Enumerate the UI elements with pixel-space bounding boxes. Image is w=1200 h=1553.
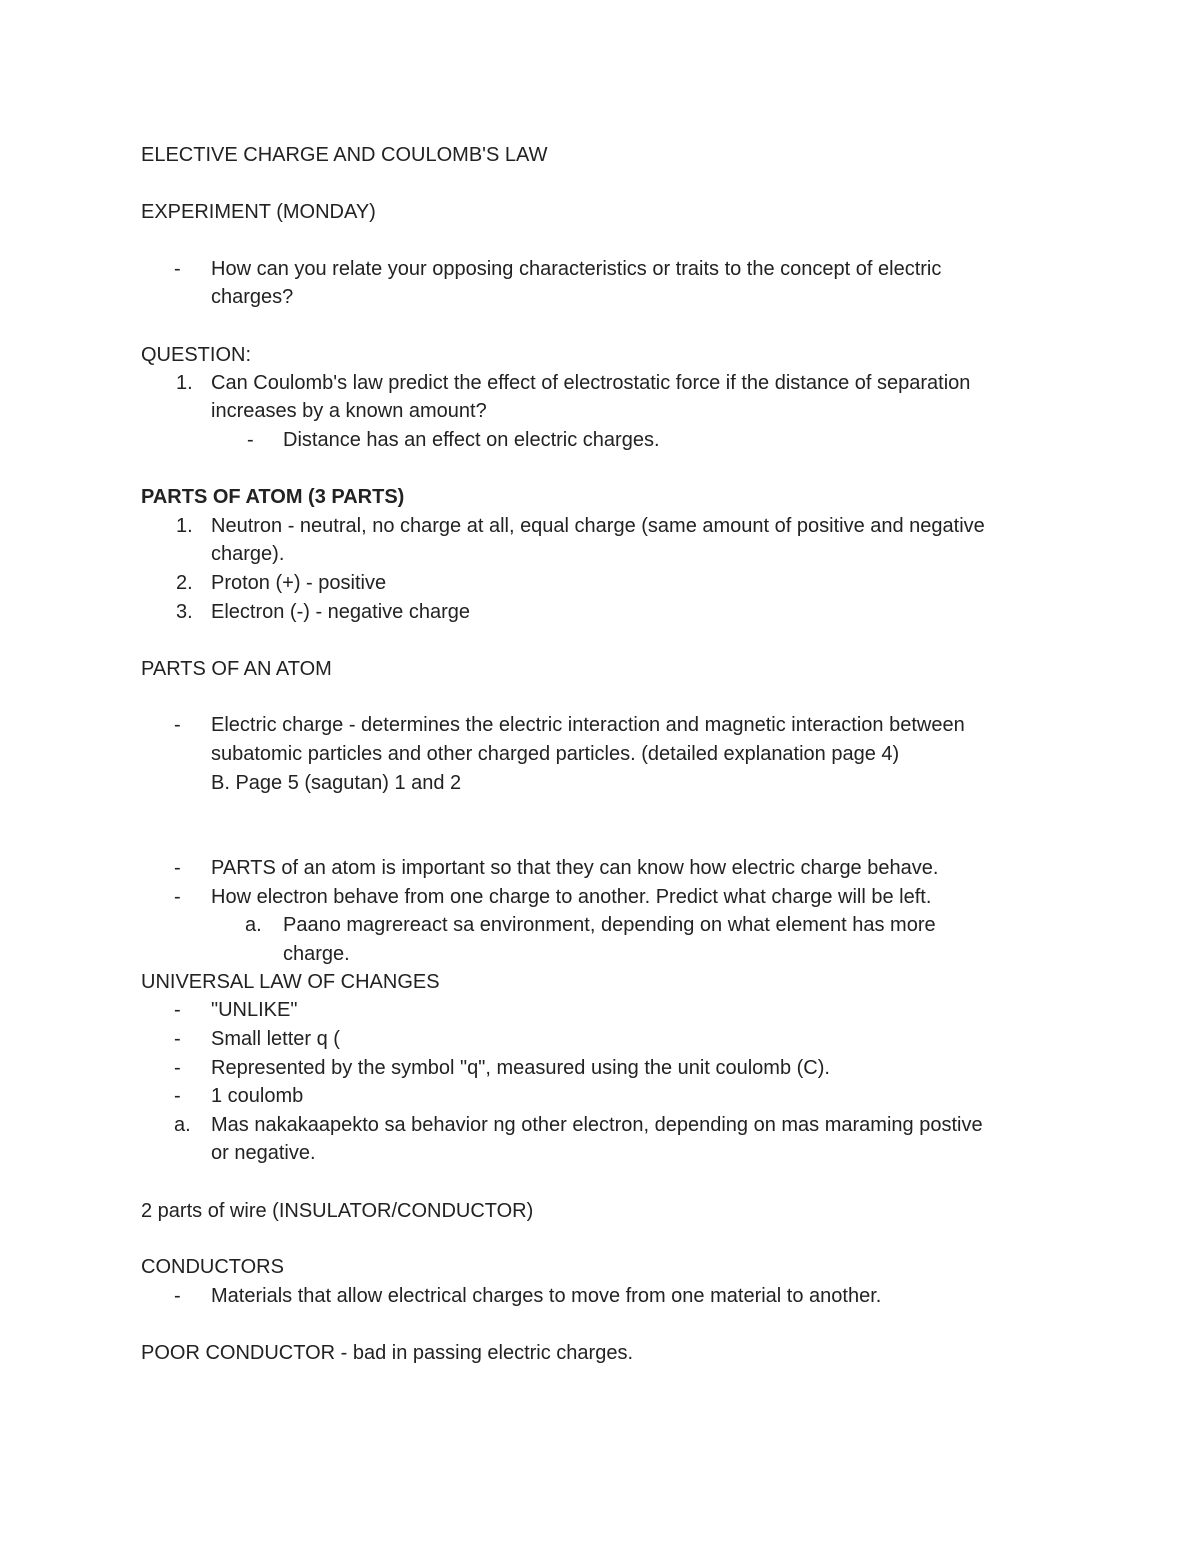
neutron-line-2: charge). xyxy=(211,543,285,565)
bullet-marker: - xyxy=(174,857,181,879)
parts-important-bullet: PARTS of an atom is important so that they can know how electric charge behave. xyxy=(211,857,939,879)
bullet-marker: - xyxy=(174,886,181,908)
question-item-line-2: increases by a known amount? xyxy=(211,400,487,422)
paano-line-1: Paano magrereact sa environment, depending on what element has more xyxy=(283,914,936,936)
conductors-bullet: Materials that allow electrical charges to move from one material to another. xyxy=(211,1285,882,1307)
represented-bullet: Represented by the symbol "q", measured using the unit coulomb (C). xyxy=(211,1057,830,1079)
list-letter: a. xyxy=(245,914,262,936)
question-sub-bullet: Distance has an effect on electric charges. xyxy=(283,429,660,451)
coulomb-bullet: 1 coulomb xyxy=(211,1085,304,1107)
experiment-heading: EXPERIMENT (MONDAY) xyxy=(141,201,376,223)
parts-of-atom-heading: PARTS OF ATOM (3 PARTS) xyxy=(141,486,405,508)
bullet-marker: - xyxy=(174,714,181,736)
list-number: 3. xyxy=(176,601,193,623)
neutron-line-1: Neutron - neutral, no charge at all, equal charge (same amount of positive and negative xyxy=(211,515,985,537)
small-letter-bullet: Small letter q ( xyxy=(211,1028,340,1050)
question-item-line-1: Can Coulomb's law predict the effect of electrostatic force if the distance of separation xyxy=(211,372,971,394)
electric-charge-line-3: B. Page 5 (sagutan) 1 and 2 xyxy=(211,772,462,794)
experiment-bullet-line-1: How can you relate your opposing characteristics or traits to the concept of electric xyxy=(211,258,942,280)
proton-item: Proton (+) - positive xyxy=(211,572,387,594)
list-letter: a. xyxy=(174,1114,191,1136)
document-title: ELECTIVE CHARGE AND COULOMB'S LAW xyxy=(141,144,548,166)
electric-charge-line-1: Electric charge - determines the electric interaction and magnetic interaction between xyxy=(211,714,965,736)
list-number: 2. xyxy=(176,572,193,594)
poor-conductor-line: POOR CONDUCTOR - bad in passing electric charges. xyxy=(141,1342,634,1364)
wire-line: 2 parts of wire (INSULATOR/CONDUCTOR) xyxy=(141,1200,534,1222)
electric-charge-line-2: subatomic particles and other charged particles. (detailed explanation page 4) xyxy=(211,743,900,765)
bullet-marker: - xyxy=(174,1085,181,1107)
conductors-heading: CONDUCTORS xyxy=(141,1256,284,1278)
electron-item: Electron (-) - negative charge xyxy=(211,601,471,623)
question-heading: QUESTION: xyxy=(141,344,252,366)
mas-nakaka-line-2: or negative. xyxy=(211,1142,316,1164)
bullet-marker: - xyxy=(247,429,254,451)
bullet-marker: - xyxy=(174,258,181,280)
electron-behave-bullet: How electron behave from one charge to another. Predict what charge will be left. xyxy=(211,886,932,908)
universal-law-heading: UNIVERSAL LAW OF CHANGES xyxy=(141,971,440,993)
paano-line-2: charge. xyxy=(283,943,350,965)
bullet-marker: - xyxy=(174,1285,181,1307)
unlike-bullet: "UNLIKE" xyxy=(211,999,298,1021)
list-number: 1. xyxy=(176,372,193,394)
bullet-marker: - xyxy=(174,1028,181,1050)
bullet-marker: - xyxy=(174,1057,181,1079)
bullet-marker: - xyxy=(174,999,181,1021)
list-number: 1. xyxy=(176,515,193,537)
experiment-bullet-line-2: charges? xyxy=(211,286,294,308)
parts-of-an-atom-heading: PARTS OF AN ATOM xyxy=(141,658,332,680)
mas-nakaka-line-1: Mas nakakaapekto sa behavior ng other electron, depending on mas maraming postive xyxy=(211,1114,983,1136)
